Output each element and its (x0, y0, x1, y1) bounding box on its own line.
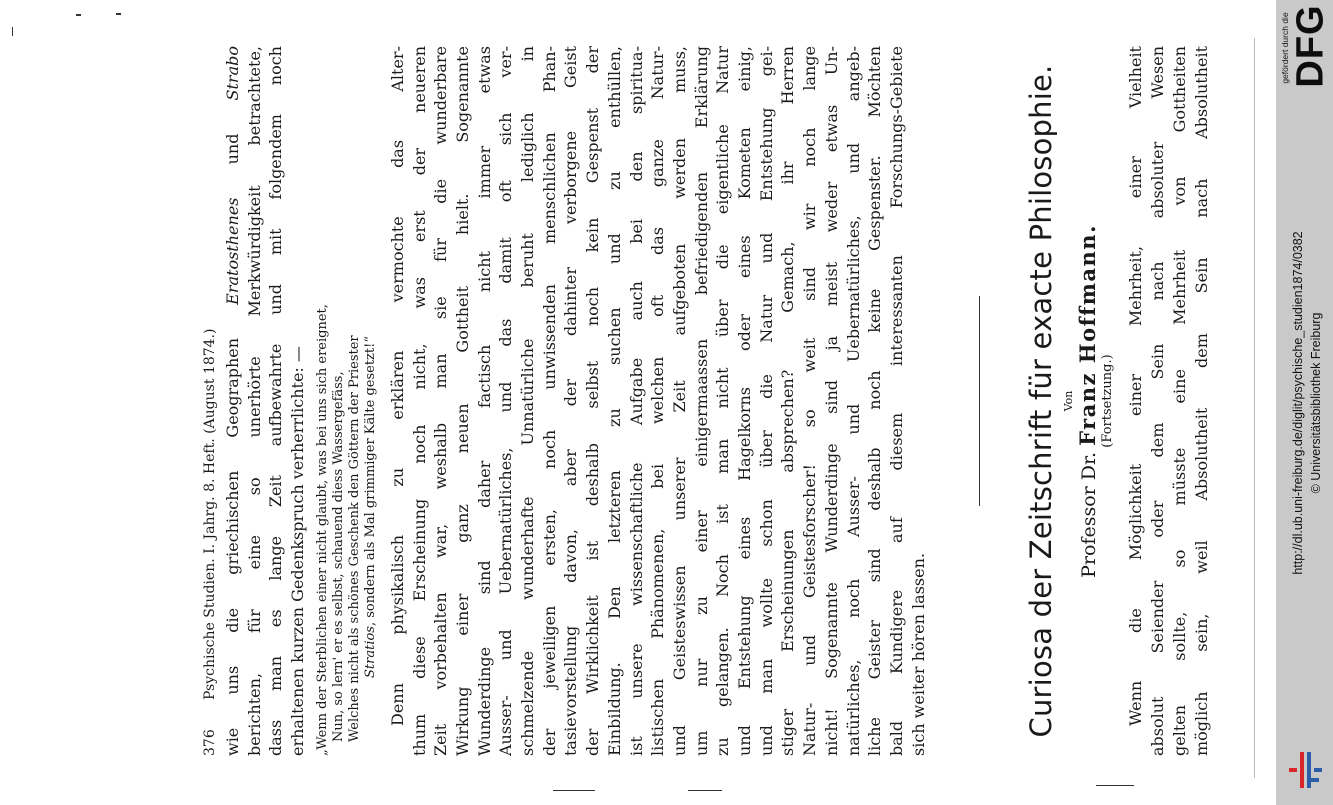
text-line: Wenn die Möglichkeit einer Mehrheit, einer Vielheit (1126, 46, 1146, 726)
text-line: Natur- und Geistesforscher! so weit sind wir noch lange (800, 46, 820, 756)
article-von: Von (1062, 390, 1076, 412)
copyright-text: © Universitätsbibliothek Freiburg (1309, 312, 1323, 493)
dfg-logo (1289, 4, 1332, 88)
text-line: gelten sollte, so müsste eine Mehrheit von Gottheiten (1169, 46, 1189, 756)
text-line: ist unsere wissenschaftliche Aufgabe auch bei den spiritua- (626, 46, 646, 756)
scan-mark (688, 790, 722, 791)
text-line: Wirkung einer ganz neuen Gottheit hielt. Sogenannte (452, 46, 472, 756)
dfg-logo-text: DFG (1289, 4, 1332, 88)
text-line: zu gelangen. Noch ist man nicht über die eigentliche Natur (713, 46, 733, 756)
text-line: thum diese Erscheinung noch nicht, was erst der neueren (409, 46, 429, 756)
article-title: Curiosa der Zeitschrift für exacte Philosophie. (1024, 64, 1059, 738)
text-line: möglich sein, weil Absolutheit dem Sein nach Absolutheit (1191, 46, 1211, 756)
text-line: schmelzende wunderhafte Unnatürliche beruht lediglich in (518, 46, 538, 756)
quote-line: Nun, so lern' er es selbst, schauend diess Wassergefäss, (330, 371, 346, 742)
text-line: liche Geister sind deshalb noch keine Gespenster. Möchten (865, 46, 885, 756)
text-line: tasievorstellung davon, aber der dahinter verborgene Geist (561, 46, 581, 756)
text-line: Zeit vorbehalten war, weshalb man sie für die wunderbare (431, 46, 451, 756)
text-line: sich weiter hören lassen. (908, 553, 928, 756)
author-prefix: Professor Dr. (1078, 451, 1101, 578)
source-url[interactable] (1288, 180, 1308, 625)
text-line: dass man es lange Zeit aufbewahrte und mit folgendem noch (266, 46, 286, 756)
text-line: nicht! Sogenannte Wunderdinge sind ja meist weder etwas Un- (821, 46, 841, 756)
article-note: (Fortsetzung.) (1100, 354, 1116, 448)
text-line: um nur zu einer einigermaassen befriedigenden Erklärung (691, 46, 711, 756)
text-line: berichten, für eine so unerhörte Merkwürdigkeit betrachtete, (244, 46, 264, 756)
text-line: Ausser- und Uebernatürliches, und das damit oft sich ver- (496, 46, 516, 756)
page-content (140, 20, 1220, 780)
quote-line: Stratios, sondern als Mal grimmiger Kälte gesetzt!“ (362, 335, 378, 678)
running-head: Psychische Studien. I. Jahrg. 8. Heft. (August 1874.) (202, 328, 218, 700)
paragraph-article (1125, 46, 1212, 756)
text-line: erhaltenen kurzen Gedenkspruch verherrlichte: — (288, 346, 308, 756)
text-line: bald Kundigere auf diesem interessanten Forschungs-Gebiete (886, 46, 906, 756)
quote-line: „Wenn der Sterblichen einer nicht glaubt, was bei uns sich ereignet, (314, 304, 330, 756)
quote-line: Welches nicht als schönes Geschenk den Göttern der Priester (346, 335, 362, 742)
scan-mark (553, 790, 595, 791)
text-line: wie uns die griechischen Geographen Eratosthenes und Strabo (223, 46, 242, 756)
scan-mark (76, 14, 81, 16)
section-divider (979, 296, 980, 506)
page-number: 376 (202, 729, 218, 756)
text-line: natürliches, noch Ausser- und Uebernatürliches, und angeb- (843, 46, 863, 756)
article-author (1075, 46, 1100, 756)
text-line: absolut Seiender oder dem Sein nach absoluter Wesen (1148, 46, 1168, 756)
scan-mark (12, 27, 13, 36)
author-name: Franz Hoffmann. (1075, 224, 1101, 446)
text-line: und Geisteswissen unserer Zeit aufgeboten werden muss, (669, 46, 689, 756)
paragraph-main (387, 46, 930, 756)
source-url-text[interactable]: http://dl.ub.uni-freiburg.de/diglit/psychische_studien1874/0382 (1291, 230, 1305, 575)
epigram-quote (315, 46, 379, 756)
running-header (198, 46, 222, 756)
library-logo-icon (1286, 748, 1326, 792)
scanned-page (90, 10, 1270, 790)
text-line: und Entstehung eines Hagelkorns oder eines Kometen einig, (735, 46, 755, 756)
text-line: Einbildung. Den letzteren zu suchen und zu enthüllen, (604, 46, 624, 756)
text-line: und man wollte schon über die Natur und Entstehung gei- (756, 46, 776, 756)
text-line: Denn physikalisch zu erklären vermochte das Alter- (387, 46, 407, 726)
text-line: listischen Phänomenen, bei welchen oft das ganze Natur- (648, 46, 668, 756)
text-line: Wunderdinge sind daher factisch nicht immer etwas (474, 46, 494, 756)
paragraph-intro (222, 46, 309, 756)
text-line: stiger Erscheinungen absprechen? Gemach, ihr Herren (778, 46, 798, 756)
dfg-tagline-text: gefördert durch die (1280, 12, 1290, 84)
text-line: der jeweiligen ersten, noch unwissenden menschlichen Phan- (539, 46, 559, 756)
copyright (1307, 285, 1325, 520)
text-line: der Wirklichkeit ist deshalb selbst noch kein Gespenst der (583, 46, 603, 756)
